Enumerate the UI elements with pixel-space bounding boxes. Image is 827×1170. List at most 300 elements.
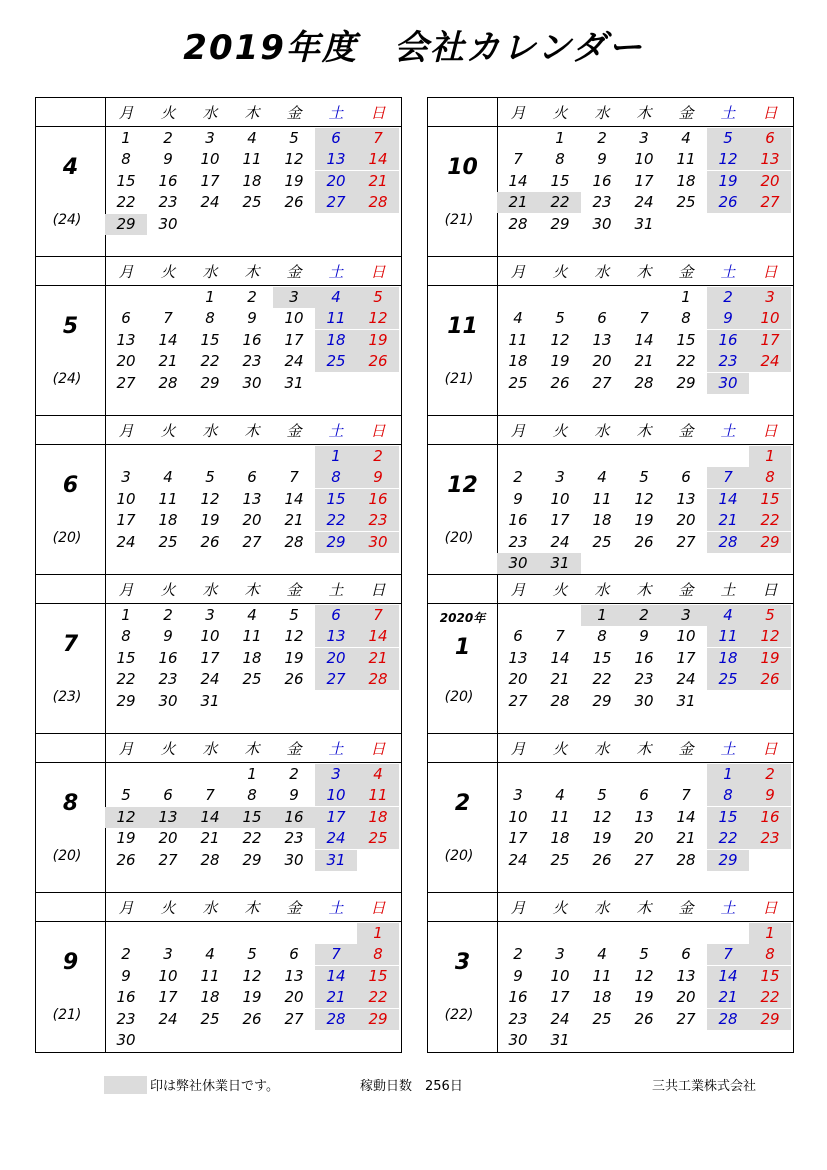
calendar-day: 3 bbox=[749, 287, 791, 308]
calendar-day: 22 bbox=[749, 987, 791, 1008]
calendar-day: 7 bbox=[707, 944, 749, 965]
calendar-day: 11 bbox=[242, 627, 262, 646]
calendar-day: 4 bbox=[513, 309, 523, 328]
calendar-day: 21 bbox=[357, 648, 399, 669]
calendar-day: 19 bbox=[242, 988, 262, 1007]
calendar-day: 15 bbox=[676, 330, 696, 349]
weekday-label: 木 bbox=[244, 104, 260, 122]
calendar-day: 8 bbox=[205, 309, 215, 328]
weekday-label: 水 bbox=[202, 581, 218, 599]
calendar-day: 30 bbox=[242, 373, 262, 392]
calendar-day: 2 bbox=[163, 129, 173, 147]
month-block bbox=[428, 98, 793, 257]
calendar-day: 18 bbox=[357, 807, 399, 828]
calendar-day: 25 bbox=[592, 1009, 612, 1028]
calendar-day: 22 bbox=[116, 193, 136, 212]
calendar-day: 16 bbox=[116, 988, 136, 1007]
calendar-day: 14 bbox=[158, 330, 178, 349]
calendar-day: 30 bbox=[116, 1031, 136, 1049]
weekday-label: 土 bbox=[328, 581, 344, 599]
month-block bbox=[428, 734, 793, 893]
calendar-day: 6 bbox=[681, 945, 691, 964]
calendar-day: 31 bbox=[200, 691, 220, 710]
weekday-label: 日 bbox=[370, 263, 386, 281]
calendar-day: 4 bbox=[315, 287, 357, 308]
calendar-day: 31 bbox=[634, 214, 654, 233]
calendar-day: 20 bbox=[592, 352, 612, 371]
calendar-day: 9 bbox=[707, 308, 749, 329]
calendar-day: 11 bbox=[592, 966, 612, 985]
year-label: 2020年 bbox=[439, 611, 486, 625]
calendar-day: 5 bbox=[121, 786, 131, 805]
calendar-day: 21 bbox=[550, 670, 570, 689]
calendar-day: 13 bbox=[315, 626, 357, 647]
calendar-day: 20 bbox=[634, 829, 654, 848]
calendar-day: 2 bbox=[597, 129, 607, 147]
working-days-count: (24) bbox=[52, 212, 82, 228]
calendar-day: 26 bbox=[634, 532, 654, 551]
calendar-day: 15 bbox=[357, 966, 399, 987]
calendar-day: 29 bbox=[749, 1009, 791, 1030]
calendar-day: 27 bbox=[116, 373, 136, 392]
weekday-label: 金 bbox=[678, 899, 694, 917]
month-block bbox=[36, 257, 401, 416]
weekday-label: 月 bbox=[510, 581, 526, 599]
weekday-label: 月 bbox=[510, 263, 526, 281]
weekday-label: 金 bbox=[678, 740, 694, 758]
working-days-total: 稼動日数 256日 bbox=[360, 1079, 463, 1094]
calendar-day: 30 bbox=[592, 214, 612, 233]
calendar-day: 26 bbox=[634, 1009, 654, 1028]
calendar-day: 21 bbox=[676, 829, 696, 848]
calendar-day: 27 bbox=[676, 1009, 696, 1028]
calendar-day: 10 bbox=[116, 489, 136, 508]
calendar-day: 21 bbox=[158, 352, 178, 371]
calendar-day: 29 bbox=[749, 532, 791, 553]
calendar-day: 9 bbox=[247, 309, 257, 328]
calendar-day: 5 bbox=[555, 309, 565, 328]
month-block bbox=[36, 734, 401, 893]
weekday-label: 木 bbox=[636, 740, 652, 758]
calendar-day: 27 bbox=[315, 669, 357, 690]
calendar-day: 1 bbox=[749, 446, 791, 467]
calendar-day: 13 bbox=[592, 330, 612, 349]
calendar-day: 12 bbox=[749, 626, 791, 647]
calendar-day: 22 bbox=[357, 987, 399, 1008]
calendar-day: 12 bbox=[634, 966, 654, 985]
calendar-day: 25 bbox=[676, 193, 696, 212]
calendar-day: 7 bbox=[681, 786, 691, 805]
calendar-day: 22 bbox=[242, 829, 262, 848]
calendar-day: 22 bbox=[539, 192, 581, 213]
calendar-day: 27 bbox=[315, 192, 357, 213]
month-number: 12 bbox=[447, 473, 478, 498]
calendar-day: 4 bbox=[205, 945, 215, 964]
calendar-day: 19 bbox=[634, 511, 654, 530]
working-days-count: (21) bbox=[444, 371, 474, 387]
calendar-day: 21 bbox=[357, 171, 399, 192]
calendar-day: 18 bbox=[242, 171, 262, 190]
calendar-day: 25 bbox=[200, 1009, 220, 1028]
calendar-day: 9 bbox=[163, 627, 173, 646]
calendar-day: 2 bbox=[513, 468, 523, 487]
calendar-day: 26 bbox=[550, 373, 570, 392]
holiday-legend-swatch bbox=[104, 1076, 147, 1094]
calendar-day: 20 bbox=[116, 352, 136, 371]
calendar-day: 4 bbox=[247, 606, 257, 624]
weekday-label: 日 bbox=[370, 104, 386, 122]
weekday-label: 火 bbox=[160, 104, 176, 122]
calendar-day: 18 bbox=[242, 648, 262, 667]
calendar-day: 5 bbox=[707, 128, 749, 149]
calendar-day: 1 bbox=[555, 129, 565, 147]
calendar-day: 8 bbox=[749, 944, 791, 965]
weekday-label: 日 bbox=[762, 104, 778, 122]
calendar-day: 23 bbox=[284, 829, 304, 848]
calendar-day: 23 bbox=[158, 670, 178, 689]
calendar-day: 19 bbox=[749, 648, 791, 669]
calendar-day: 24 bbox=[508, 850, 528, 869]
weekday-label: 火 bbox=[552, 422, 568, 440]
calendar-day: 10 bbox=[508, 807, 528, 826]
weekday-label: 土 bbox=[720, 740, 736, 758]
weekday-label: 土 bbox=[720, 263, 736, 281]
calendar-day: 19 bbox=[200, 511, 220, 530]
calendar-day: 24 bbox=[200, 670, 220, 689]
calendar-day: 14 bbox=[189, 807, 231, 828]
calendar-day: 23 bbox=[592, 193, 612, 212]
calendar-day: 28 bbox=[676, 850, 696, 869]
working-days-count: (23) bbox=[52, 689, 82, 705]
calendar-day: 4 bbox=[247, 129, 257, 147]
calendar-day: 14 bbox=[707, 489, 749, 510]
calendar-day: 26 bbox=[116, 850, 136, 869]
calendar-day: 6 bbox=[597, 309, 607, 328]
weekday-label: 金 bbox=[286, 263, 302, 281]
calendar-day: 19 bbox=[284, 648, 304, 667]
calendar-day: 15 bbox=[116, 171, 136, 190]
calendar-day: 21 bbox=[284, 511, 304, 530]
working-days-count: (24) bbox=[52, 371, 82, 387]
calendar-day: 29 bbox=[200, 373, 220, 392]
calendar-day: 7 bbox=[163, 309, 173, 328]
calendar-day: 14 bbox=[284, 489, 304, 508]
calendar-day: 5 bbox=[289, 129, 299, 147]
weekday-label: 金 bbox=[286, 899, 302, 917]
calendar-day: 13 bbox=[749, 149, 791, 170]
calendar-day: 26 bbox=[357, 351, 399, 372]
calendar-day: 24 bbox=[158, 1009, 178, 1028]
working-days-count: (20) bbox=[52, 530, 82, 546]
weekday-label: 金 bbox=[286, 740, 302, 758]
calendar-day: 29 bbox=[550, 214, 570, 233]
calendar-day: 17 bbox=[284, 330, 304, 349]
calendar-column-right bbox=[427, 97, 794, 1053]
working-days-count: (20) bbox=[444, 689, 474, 705]
weekday-label: 土 bbox=[328, 740, 344, 758]
calendar-day: 22 bbox=[676, 352, 696, 371]
calendar-day: 16 bbox=[749, 807, 791, 828]
calendar-day: 29 bbox=[242, 850, 262, 869]
calendar-day: 10 bbox=[284, 309, 304, 328]
calendar-day: 17 bbox=[550, 988, 570, 1007]
calendar-day: 8 bbox=[121, 627, 131, 646]
month-block bbox=[36, 98, 401, 257]
calendar-day: 20 bbox=[158, 829, 178, 848]
calendar-day: 24 bbox=[550, 1009, 570, 1028]
calendar-day: 30 bbox=[634, 691, 654, 710]
weekday-label: 金 bbox=[678, 263, 694, 281]
calendar-day: 5 bbox=[639, 468, 649, 487]
month-number: 1 bbox=[454, 635, 471, 660]
weekday-label: 火 bbox=[160, 263, 176, 281]
calendar-day: 18 bbox=[508, 352, 528, 371]
calendar-day: 1 bbox=[581, 605, 623, 626]
weekday-label: 月 bbox=[118, 899, 134, 917]
weekday-label: 月 bbox=[118, 581, 134, 599]
calendar-day: 18 bbox=[315, 330, 357, 351]
calendar-day: 4 bbox=[597, 468, 607, 487]
calendar-day: 20 bbox=[749, 171, 791, 192]
calendar-day: 1 bbox=[205, 288, 215, 306]
calendar-day: 24 bbox=[116, 532, 136, 551]
working-days-count: (21) bbox=[52, 1007, 82, 1023]
calendar-day: 15 bbox=[707, 807, 749, 828]
weekday-label: 日 bbox=[370, 740, 386, 758]
calendar-day: 31 bbox=[550, 1031, 570, 1049]
calendar-day: 23 bbox=[242, 352, 262, 371]
calendar-day: 14 bbox=[508, 171, 528, 190]
calendar-day: 16 bbox=[357, 489, 399, 510]
calendar-day: 8 bbox=[597, 627, 607, 646]
calendar-day: 17 bbox=[550, 511, 570, 530]
calendar-day: 30 bbox=[357, 532, 399, 553]
calendar-day: 20 bbox=[284, 988, 304, 1007]
calendar-day: 29 bbox=[315, 532, 357, 553]
calendar-day: 11 bbox=[508, 330, 528, 349]
weekday-label: 月 bbox=[510, 899, 526, 917]
calendar-day: 22 bbox=[707, 828, 749, 849]
calendar-day: 25 bbox=[508, 373, 528, 392]
page-title: 2019年度 会社カレンダー bbox=[183, 28, 644, 68]
calendar-day: 1 bbox=[357, 923, 399, 944]
calendar-day: 18 bbox=[158, 511, 178, 530]
calendar-day: 9 bbox=[639, 627, 649, 646]
calendar-day: 19 bbox=[284, 171, 304, 190]
calendar-day: 15 bbox=[550, 171, 570, 190]
calendar-day: 1 bbox=[707, 764, 749, 785]
weekday-label: 日 bbox=[370, 422, 386, 440]
calendar-day: 28 bbox=[284, 532, 304, 551]
calendar-day: 16 bbox=[273, 807, 315, 828]
calendar-day: 25 bbox=[315, 351, 357, 372]
weekday-label: 月 bbox=[118, 422, 134, 440]
weekday-label: 水 bbox=[594, 422, 610, 440]
calendar-day: 27 bbox=[634, 850, 654, 869]
calendar-day: 16 bbox=[592, 171, 612, 190]
calendar-day: 28 bbox=[158, 373, 178, 392]
calendar-day: 5 bbox=[749, 605, 791, 626]
month-number: 4 bbox=[62, 155, 79, 180]
calendar-day: 5 bbox=[597, 786, 607, 805]
calendar-day: 30 bbox=[158, 214, 178, 233]
weekday-label: 日 bbox=[762, 581, 778, 599]
calendar-day: 28 bbox=[634, 373, 654, 392]
calendar-day: 29 bbox=[592, 691, 612, 710]
calendar-day: 9 bbox=[749, 785, 791, 806]
calendar-day: 20 bbox=[676, 988, 696, 1007]
working-days-count: (22) bbox=[444, 1007, 474, 1023]
weekday-label: 木 bbox=[636, 899, 652, 917]
calendar-day: 26 bbox=[200, 532, 220, 551]
calendar-day: 27 bbox=[508, 691, 528, 710]
calendar-day: 28 bbox=[707, 1009, 749, 1030]
calendar-day: 18 bbox=[707, 648, 749, 669]
calendar-day: 11 bbox=[158, 489, 178, 508]
month-number: 3 bbox=[454, 950, 471, 975]
calendar-day: 7 bbox=[357, 128, 399, 149]
calendar-day: 31 bbox=[676, 691, 696, 710]
calendar-day: 18 bbox=[200, 988, 220, 1007]
calendar-day: 4 bbox=[597, 945, 607, 964]
calendar-day: 3 bbox=[665, 605, 707, 626]
calendar-day: 29 bbox=[676, 373, 696, 392]
calendar-day: 2 bbox=[707, 287, 749, 308]
calendar-day: 13 bbox=[147, 807, 189, 828]
calendar-day: 23 bbox=[508, 1009, 528, 1028]
weekday-label: 金 bbox=[286, 581, 302, 599]
calendar-day: 6 bbox=[639, 786, 649, 805]
weekday-label: 水 bbox=[202, 899, 218, 917]
calendar-day: 9 bbox=[597, 150, 607, 169]
calendar-day: 19 bbox=[707, 171, 749, 192]
calendar-day: 29 bbox=[116, 691, 136, 710]
calendar-day: 16 bbox=[707, 330, 749, 351]
calendar-day: 9 bbox=[121, 966, 131, 985]
weekday-label: 日 bbox=[762, 740, 778, 758]
calendar-day: 7 bbox=[315, 944, 357, 965]
calendar-day: 18 bbox=[676, 171, 696, 190]
weekday-label: 水 bbox=[202, 104, 218, 122]
weekday-label: 火 bbox=[552, 104, 568, 122]
weekday-label: 火 bbox=[552, 899, 568, 917]
weekday-label: 火 bbox=[160, 581, 176, 599]
month-block bbox=[428, 416, 793, 575]
calendar-day: 7 bbox=[513, 150, 523, 169]
calendar-day: 24 bbox=[634, 193, 654, 212]
calendar-day: 26 bbox=[749, 669, 791, 690]
weekday-label: 金 bbox=[286, 104, 302, 122]
month-block bbox=[36, 416, 401, 575]
calendar-day: 13 bbox=[315, 149, 357, 170]
calendar-day: 31 bbox=[315, 850, 357, 871]
calendar-day: 26 bbox=[707, 192, 749, 213]
calendar-day: 4 bbox=[357, 764, 399, 785]
calendar-day: 15 bbox=[749, 489, 791, 510]
calendar-day: 29 bbox=[357, 1009, 399, 1030]
calendar-day: 24 bbox=[315, 828, 357, 849]
calendar-day: 21 bbox=[497, 192, 539, 213]
weekday-label: 月 bbox=[510, 104, 526, 122]
calendar-day: 16 bbox=[508, 511, 528, 530]
calendar-day: 14 bbox=[634, 330, 654, 349]
calendar-day: 6 bbox=[315, 605, 357, 626]
calendar-day: 10 bbox=[749, 308, 791, 329]
calendar-day: 22 bbox=[116, 670, 136, 689]
calendar-day: 16 bbox=[158, 648, 178, 667]
calendar-day: 2 bbox=[289, 765, 299, 783]
calendar-day: 14 bbox=[676, 807, 696, 826]
calendar-day: 26 bbox=[242, 1009, 262, 1028]
calendar-day: 6 bbox=[121, 309, 131, 328]
calendar-day: 10 bbox=[676, 627, 696, 646]
calendar-day: 9 bbox=[513, 966, 523, 985]
calendar-day: 15 bbox=[315, 489, 357, 510]
calendar-day: 22 bbox=[315, 510, 357, 531]
calendar-day: 17 bbox=[508, 829, 528, 848]
calendar-day: 5 bbox=[639, 945, 649, 964]
calendar-day: 15 bbox=[116, 648, 136, 667]
calendar-day: 6 bbox=[749, 128, 791, 149]
weekday-label: 木 bbox=[636, 104, 652, 122]
working-days-count: (20) bbox=[52, 848, 82, 864]
calendar-day: 28 bbox=[550, 691, 570, 710]
calendar-day: 2 bbox=[749, 764, 791, 785]
calendar-day: 13 bbox=[634, 807, 654, 826]
working-days-count: (21) bbox=[444, 212, 474, 228]
calendar-day: 2 bbox=[121, 945, 131, 964]
calendar-day: 10 bbox=[200, 627, 220, 646]
weekday-label: 金 bbox=[678, 581, 694, 599]
calendar-day: 15 bbox=[200, 330, 220, 349]
month-number: 5 bbox=[62, 314, 79, 339]
calendar-day: 14 bbox=[315, 966, 357, 987]
calendar-day: 9 bbox=[357, 467, 399, 488]
calendar-day: 17 bbox=[116, 511, 136, 530]
calendar-day: 6 bbox=[681, 468, 691, 487]
weekday-label: 水 bbox=[594, 581, 610, 599]
weekday-label: 木 bbox=[244, 422, 260, 440]
calendar-day: 8 bbox=[555, 150, 565, 169]
calendar-day: 10 bbox=[158, 966, 178, 985]
calendar-day: 16 bbox=[634, 648, 654, 667]
calendar-day: 25 bbox=[707, 669, 749, 690]
calendar-day: 11 bbox=[242, 150, 262, 169]
calendar-day: 3 bbox=[273, 287, 315, 308]
month-block bbox=[428, 257, 793, 416]
calendar-day: 19 bbox=[550, 352, 570, 371]
calendar-day: 17 bbox=[749, 330, 791, 351]
calendar-day: 19 bbox=[634, 988, 654, 1007]
weekday-label: 木 bbox=[244, 899, 260, 917]
calendar-day: 3 bbox=[639, 129, 649, 147]
calendar-day: 17 bbox=[200, 171, 220, 190]
calendar-day: 3 bbox=[205, 129, 215, 147]
calendar-day: 20 bbox=[242, 511, 262, 530]
calendar-day: 13 bbox=[116, 330, 136, 349]
weekday-label: 火 bbox=[160, 740, 176, 758]
calendar-day: 8 bbox=[315, 467, 357, 488]
calendar-day: 5 bbox=[247, 945, 257, 964]
calendar-day: 5 bbox=[289, 606, 299, 624]
calendar-day: 5 bbox=[205, 468, 215, 487]
weekday-label: 水 bbox=[594, 740, 610, 758]
calendar-day: 20 bbox=[676, 511, 696, 530]
weekday-label: 火 bbox=[552, 581, 568, 599]
weekday-label: 月 bbox=[118, 104, 134, 122]
calendar-day: 30 bbox=[284, 850, 304, 869]
calendar-day: 21 bbox=[707, 987, 749, 1008]
